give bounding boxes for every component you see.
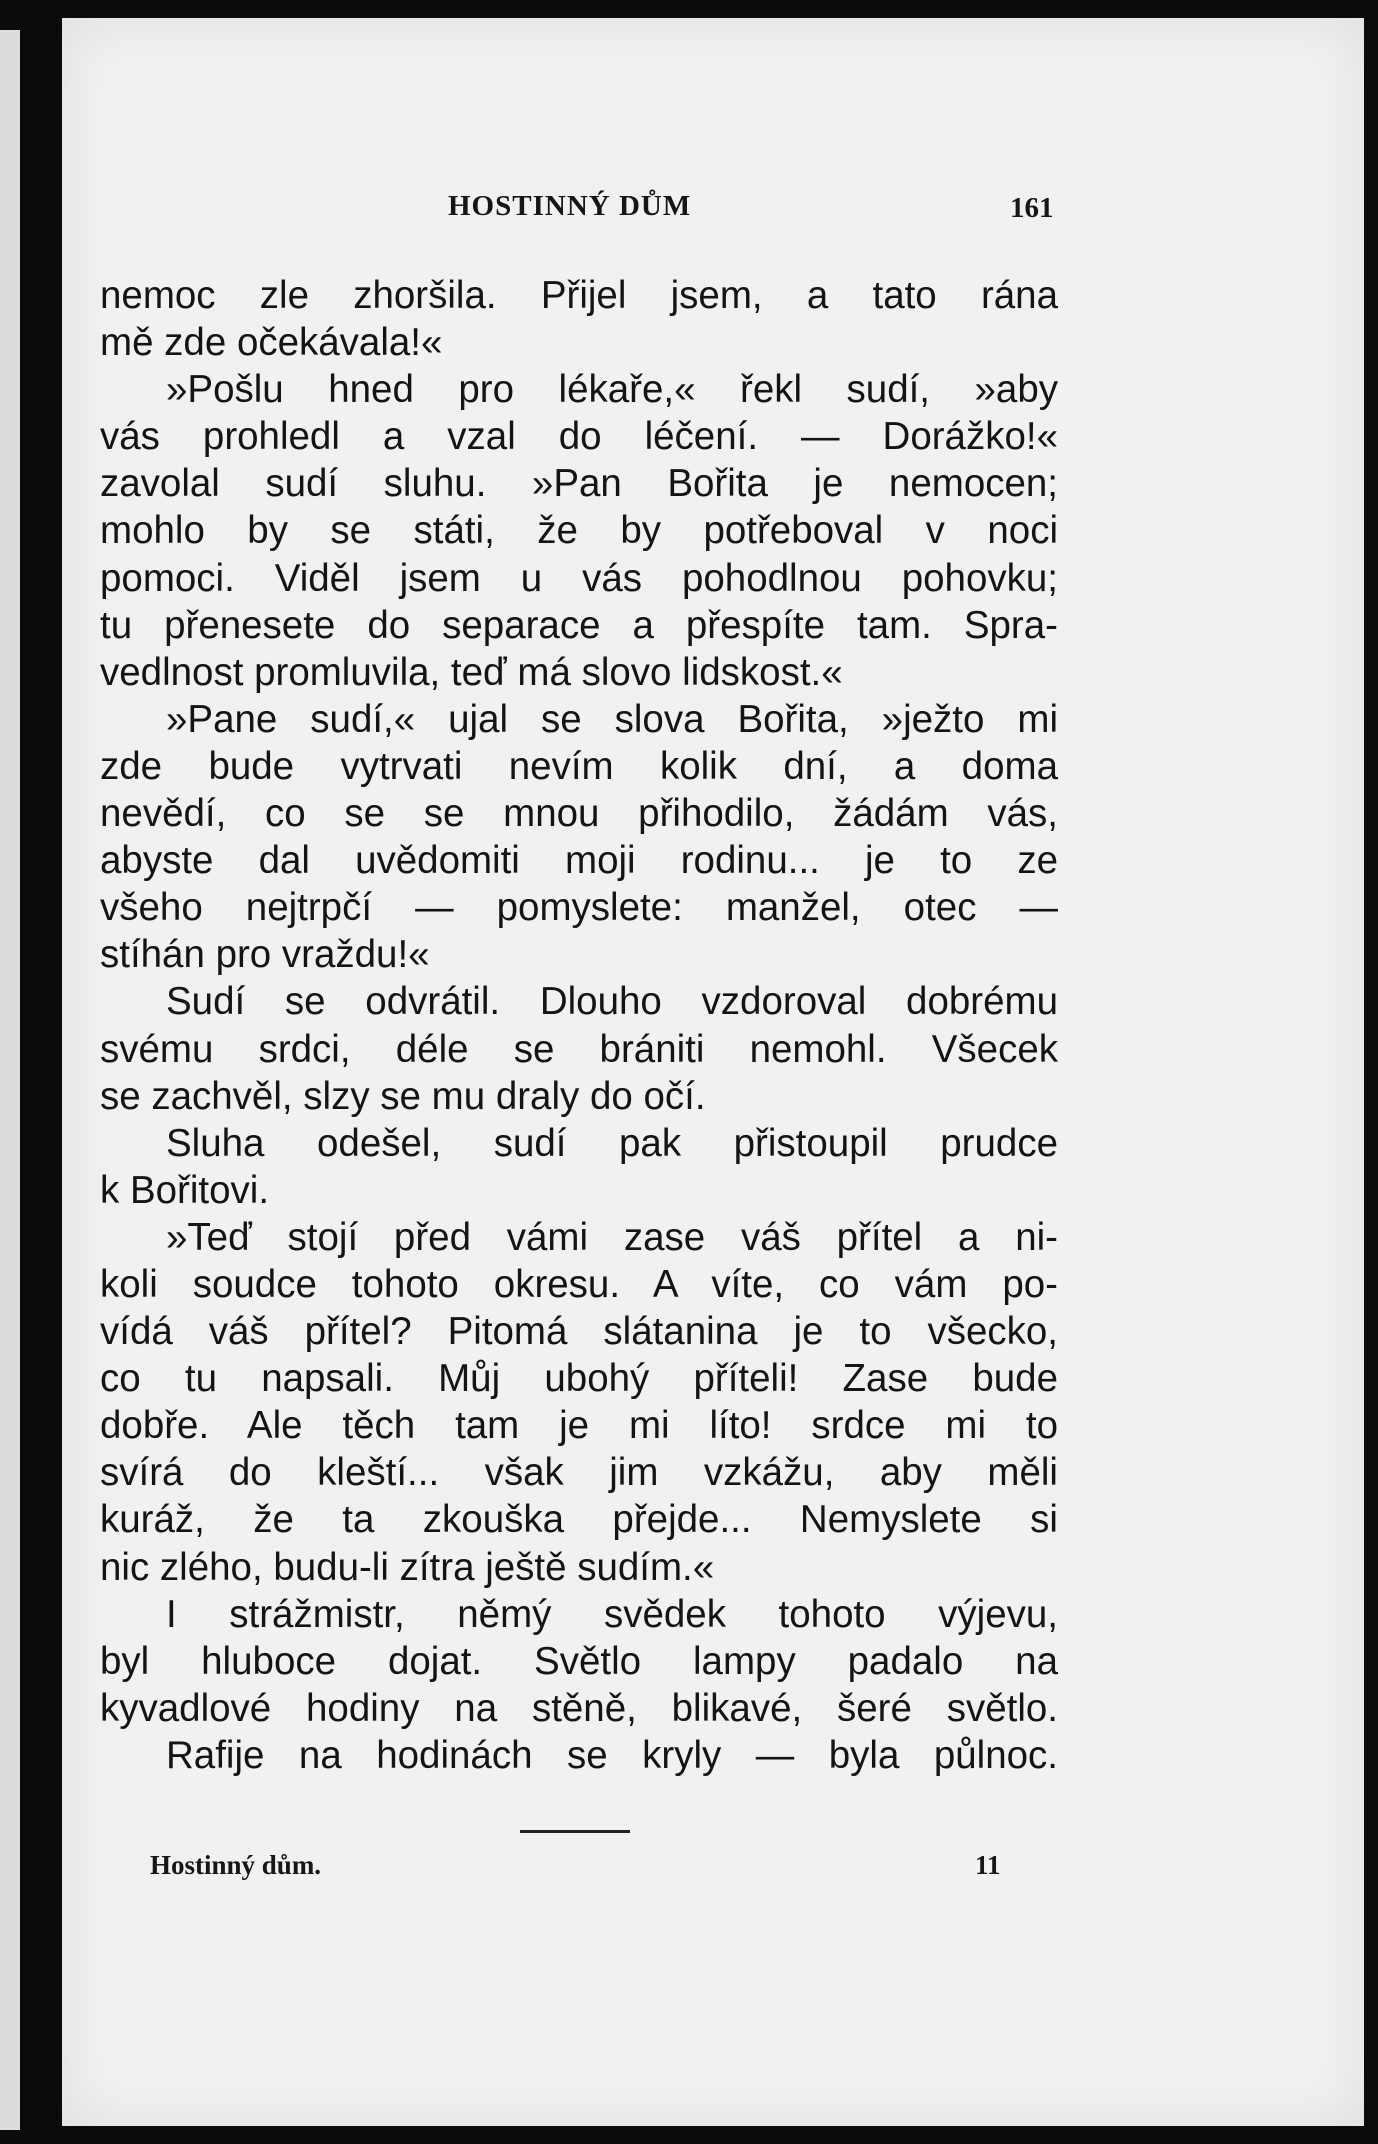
text-line: »Teď stojí před vámi zase váš přítel a ni- xyxy=(166,1215,1058,1259)
running-head: HOSTINNÝ DŮM xyxy=(448,190,692,222)
text-line: »Pane sudí,« ujal se slova Bořita, »ježto mi xyxy=(166,697,1058,741)
text-line: I strážmistr, němý svědek tohoto výjevu, xyxy=(166,1592,1058,1636)
text-line: vedlnost promluvila, teď má slovo lidskost.« xyxy=(100,650,843,694)
text-line: zde bude vytrvati nevím kolik dní, a doma xyxy=(100,744,1058,788)
text-line: »Pošlu hned pro lékaře,« řekl sudí, »aby xyxy=(166,368,1058,412)
text-line: k Bořitovi. xyxy=(100,1168,270,1212)
footer-rule xyxy=(520,1830,630,1833)
text-line: kyvadlové hodiny na stěně, blikavé, šeré světlo. xyxy=(100,1686,1058,1730)
text-line: vídá váš přítel? Pitomá slátanina je to všecko, xyxy=(100,1310,1058,1354)
text-line: stíhán pro vraždu!« xyxy=(100,933,430,977)
text-line: byl hluboce dojat. Světlo lampy padalo na xyxy=(100,1639,1058,1683)
text-line: vás prohledl a vzal do léčení. — Dorážko!« xyxy=(100,415,1058,459)
text-line: se zachvěl, slzy se mu draly do očí. xyxy=(100,1074,706,1118)
sheet-number: 11 xyxy=(975,1850,1001,1880)
text-line: dobře. Ale těch tam je mi líto! srdce mi to xyxy=(100,1404,1058,1448)
text-line: tu přenesete do separace a přespíte tam. Spra- xyxy=(100,603,1058,647)
adjacent-page-edge xyxy=(0,30,20,2130)
text-line: pomoci. Viděl jsem u vás pohodlnou pohovku; xyxy=(100,556,1058,600)
text-line: abyste dal uvědomiti moji rodinu... je to ze xyxy=(100,839,1058,883)
text-line: nic zlého, budu-li zítra ještě sudím.« xyxy=(100,1545,715,1589)
text-line: koli soudce tohoto okresu. A víte, co vám po- xyxy=(100,1262,1058,1306)
text-line: co tu napsali. Můj ubohý příteli! Zase bude xyxy=(100,1357,1058,1401)
signature-mark: Hostinný dům. xyxy=(150,1850,322,1880)
text-line: Rafije na hodinách se kryly — byla půlnoc. xyxy=(166,1733,1058,1777)
text-line: nemoc zle zhoršila. Přijel jsem, a tato rána xyxy=(100,274,1058,317)
body-text xyxy=(100,272,1058,1779)
text-line: všeho nejtrpčí — pomyslete: manžel, otec — xyxy=(100,886,1058,930)
text-line: mě zde očekávala!« xyxy=(100,321,443,365)
text-line: Sluha odešel, sudí pak přistoupil prudce xyxy=(166,1121,1058,1165)
text-line: mohlo by se státi, že by potřeboval v noci xyxy=(100,509,1058,553)
text-line: svému srdci, déle se brániti nemohl. Všecek xyxy=(100,1027,1058,1071)
text-line: nevědí, co se se mnou přihodilo, žádám vás, xyxy=(100,792,1058,836)
text-line: kuráž, že ta zkouška přejde... Nemyslete si xyxy=(100,1498,1058,1542)
text-line: zavolal sudí sluhu. »Pan Bořita je nemocen; xyxy=(100,462,1058,506)
text-line: svírá do kleští... však jim vzkážu, aby měli xyxy=(100,1451,1058,1495)
text-line: Sudí se odvrátil. Dlouho vzdoroval dobrému xyxy=(166,980,1058,1024)
page-number: 161 xyxy=(1010,192,1054,224)
